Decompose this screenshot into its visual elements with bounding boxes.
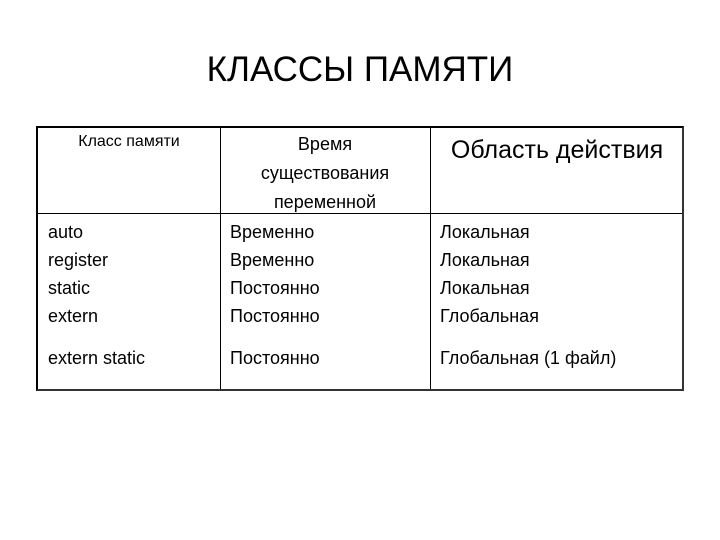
scope-value: Локальная — [440, 222, 530, 242]
lifetime-value: Постоянно — [230, 278, 320, 298]
lifetime-value: Временно — [230, 222, 315, 242]
header-lifetime-line: Время — [297, 134, 353, 154]
lifetime-value: Постоянно — [230, 306, 320, 326]
scope-value: Локальная — [440, 250, 530, 270]
storage-classes-table — [36, 126, 684, 391]
lifetime-value: Временно — [230, 250, 315, 270]
storage-class-list — [48, 218, 108, 330]
header-lifetime-line: переменной — [273, 192, 377, 212]
header-lifetime-line: существования — [260, 163, 390, 183]
storage-class-static: static — [48, 278, 91, 298]
scope-value: Глобальная — [440, 306, 539, 326]
storage-class-register: register — [48, 250, 109, 270]
scope-value: Локальная — [440, 278, 530, 298]
header-storage-class: Класс памяти — [78, 133, 180, 150]
header-scope: Область действия — [450, 136, 664, 164]
storage-class-extern-static: extern static — [48, 348, 146, 368]
lifetime-value: Постоянно — [230, 348, 320, 368]
scope-value: Глобальная (1 файл) — [440, 348, 617, 368]
storage-class-auto: auto — [48, 222, 84, 242]
scope-list — [440, 218, 539, 330]
storage-class-extern: extern — [48, 306, 99, 326]
slide-title: КЛАССЫ ПАМЯТИ — [206, 50, 514, 89]
lifetime-list — [230, 218, 320, 330]
header-lifetime — [220, 130, 430, 217]
